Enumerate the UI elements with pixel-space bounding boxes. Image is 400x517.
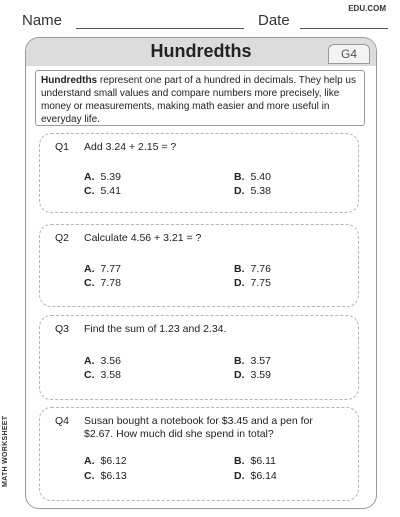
question-number: Q4 — [55, 415, 70, 427]
intro-text: represent one part of a hundred in decimals. They help us understand small values and compare numbers more precisely, like money or measurements, making math easier and more useful in everyday life. — [41, 75, 356, 125]
option-a[interactable]: A. 7.77 — [84, 263, 121, 275]
name-label: Name — [22, 12, 63, 29]
sidebar-label: MATH WORKSHEET — [2, 415, 9, 487]
option-d[interactable]: D. 3.59 — [234, 369, 271, 381]
question-card-2 — [39, 224, 359, 307]
question-number: Q2 — [55, 232, 70, 244]
question-card-3 — [39, 315, 359, 400]
question-card-1 — [39, 133, 359, 213]
option-d[interactable]: D. 7.75 — [234, 277, 271, 289]
option-b[interactable]: B. $6.11 — [234, 455, 276, 467]
option-c[interactable]: C. $6.13 — [84, 470, 127, 482]
option-c[interactable]: C. 5.41 — [84, 185, 121, 197]
question-card-4 — [39, 407, 359, 501]
option-d[interactable]: D. $6.14 — [234, 470, 277, 482]
question-text: Susan bought a notebook for $3.45 and a pen for $2.67. How much did she spend in total? — [84, 415, 313, 440]
name-line[interactable] — [76, 28, 244, 29]
intro-box — [35, 70, 365, 126]
option-c[interactable]: C. 7.78 — [84, 277, 121, 289]
option-c[interactable]: C. 3.58 — [84, 369, 121, 381]
option-b[interactable]: B. 3.57 — [234, 355, 271, 367]
option-b[interactable]: B. 7.76 — [234, 263, 271, 275]
worksheet-title: Hundredths — [150, 41, 252, 61]
question-text: Calculate 4.56 + 3.21 = ? — [84, 232, 202, 244]
question-number: Q3 — [55, 323, 70, 335]
option-a[interactable]: A. 5.39 — [84, 171, 121, 183]
date-line[interactable] — [300, 28, 388, 29]
question-text: Add 3.24 + 2.15 = ? — [84, 141, 177, 153]
question-number: Q1 — [55, 141, 70, 153]
grade-badge: G4 — [328, 44, 370, 64]
question-text: Find the sum of 1.23 and 2.34. — [84, 323, 227, 335]
brand-logo: EDU.COM — [348, 4, 386, 13]
date-label: Date — [258, 12, 290, 29]
intro-term: Hundredths — [41, 75, 98, 86]
option-a[interactable]: A. $6.12 — [84, 455, 127, 467]
option-d[interactable]: D. 5.38 — [234, 185, 271, 197]
worksheet-card — [25, 37, 377, 509]
option-a[interactable]: A. 3.56 — [84, 355, 121, 367]
option-b[interactable]: B. 5.40 — [234, 171, 271, 183]
